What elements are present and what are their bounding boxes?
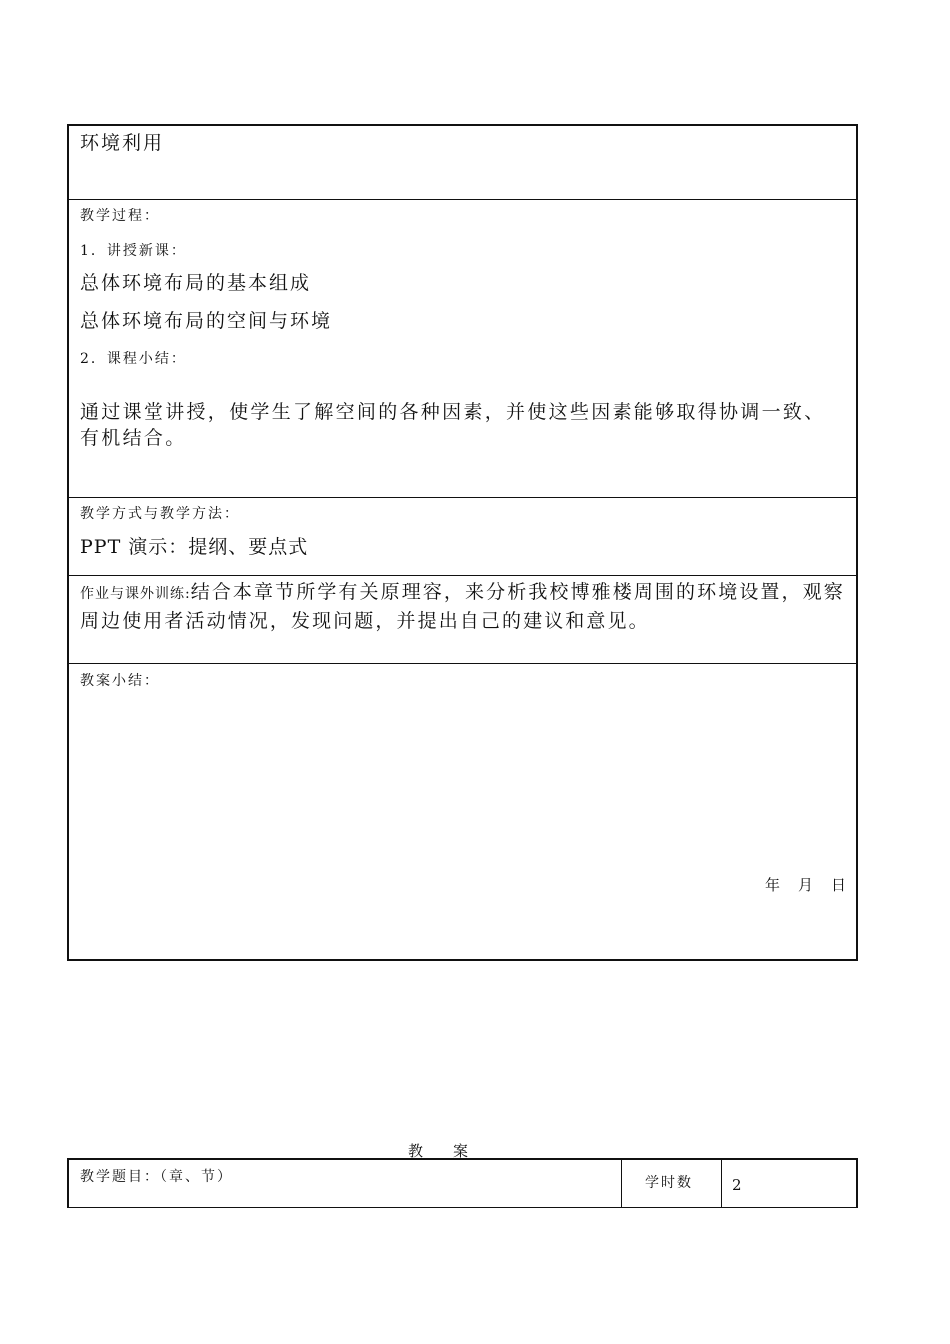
new-lesson-line-1: 总体环境布局的基本组成: [80, 272, 312, 294]
date-year: 年: [764, 876, 780, 894]
lesson-summary-row: [69, 664, 856, 961]
homework-row: [69, 576, 856, 664]
hours-label: 学时数: [645, 1175, 693, 1191]
course-summary-text: 通过课堂讲授，使学生了解空间的各种因素，并使这些因素能够取得协调一致、有机结合。: [80, 401, 826, 449]
title-char-1: 教: [408, 1142, 424, 1160]
topic-label: 教学题目：（章、节）: [80, 1169, 233, 1185]
date-day: 日: [830, 876, 846, 894]
teaching-method-heading: 教学方式与教学方法：: [80, 506, 240, 522]
homework-label: 作业与课外训练:: [80, 586, 191, 602]
lesson-summary-heading: 教案小结：: [80, 673, 160, 689]
next-page-header-table: [67, 1158, 858, 1208]
course-summary-label: 2．课程小结：: [80, 351, 187, 367]
teaching-process-heading: 教学过程：: [80, 208, 160, 224]
date-line: [747, 874, 846, 895]
topic-label-cell: [69, 1160, 622, 1207]
homework-paragraph: [80, 579, 846, 635]
homework-text: 结合本章节所学有关原理容，来分析我校博雅楼周围的环境设置，观察周边使用者活动情况，发现问题，并提出自己的建议和意见。: [80, 581, 845, 632]
date-month: 月: [797, 876, 813, 894]
teaching-method-text: PPT 演示：提纲、要点式: [80, 536, 309, 558]
teaching-method-row: [69, 498, 856, 576]
new-lesson-label: 1．讲授新课：: [80, 243, 187, 259]
lesson-plan-table: [67, 124, 858, 961]
teaching-process-row: [69, 200, 856, 498]
topic-text: 环境利用: [80, 132, 165, 154]
hours-value: 2: [732, 1176, 742, 1194]
new-lesson-line-2: 总体环境布局的空间与环境: [80, 310, 333, 332]
topic-continuation-row: [69, 126, 856, 200]
title-char-2: 案: [453, 1142, 469, 1160]
hours-value-cell: [722, 1160, 856, 1207]
hours-label-cell: [622, 1160, 722, 1207]
